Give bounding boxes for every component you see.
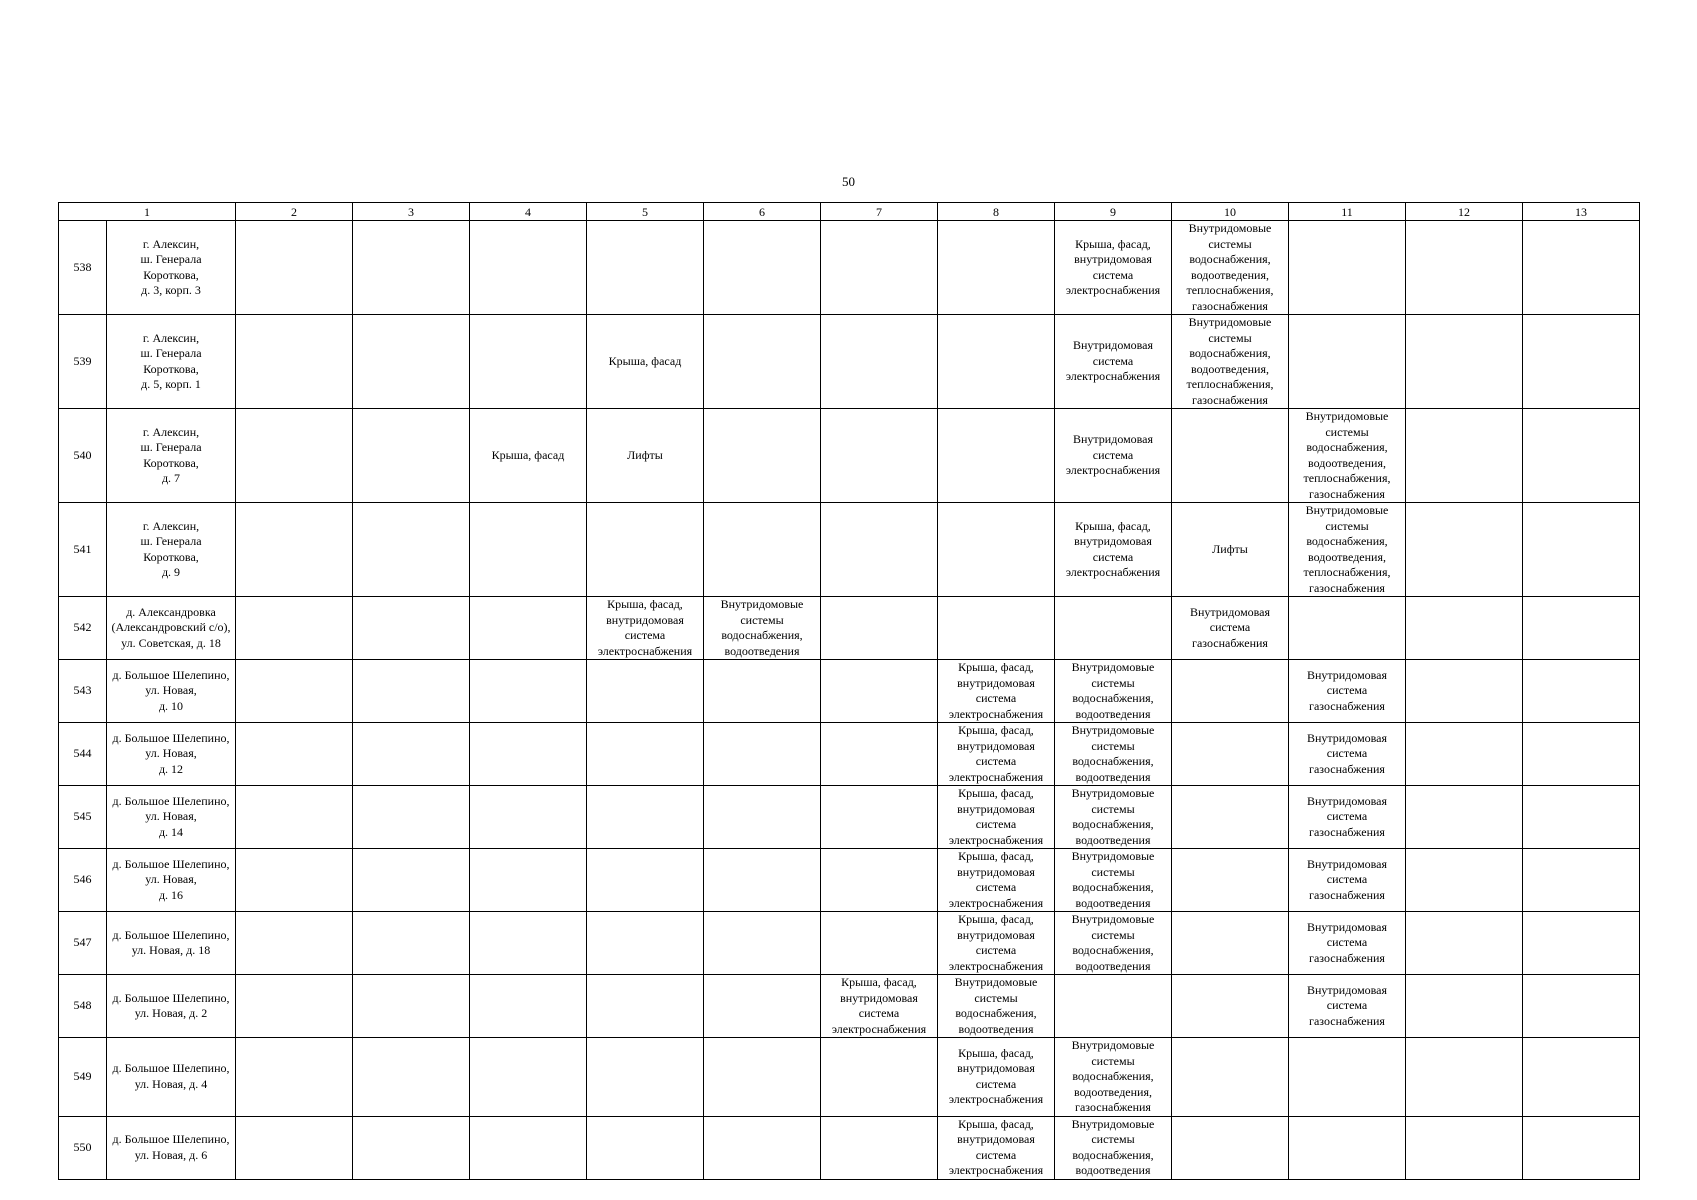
work-cell-col-13 [1523, 597, 1640, 660]
address-cell: г. Алексин, ш. Генерала Короткова, д. 7 [107, 409, 236, 503]
work-cell-col-7 [821, 409, 938, 503]
work-cell-col-2 [236, 1116, 353, 1179]
work-cell-col-4 [470, 1038, 587, 1117]
work-cell-col-11: Внутридомовая система газоснабжения [1289, 912, 1406, 975]
work-cell-col-8 [938, 503, 1055, 597]
address-cell: д. Большое Шелепино, ул. Новая, д. 18 [107, 912, 236, 975]
table-row [59, 597, 1640, 660]
work-cell-col-10 [1172, 912, 1289, 975]
work-cell-col-11: Внутридомовая система газоснабжения [1289, 849, 1406, 912]
table-row [59, 1038, 1640, 1117]
work-cell-col-12 [1406, 786, 1523, 849]
row-number-cell: 547 [59, 912, 107, 975]
work-cell-col-11: Внутридомовая система газоснабжения [1289, 723, 1406, 786]
work-cell-col-13 [1523, 975, 1640, 1038]
work-cell-col-7 [821, 221, 938, 315]
work-cell-col-9: Внутридомовые системы водоснабжения, водоотведения [1055, 786, 1172, 849]
work-cell-col-6 [704, 503, 821, 597]
table-row [59, 315, 1640, 409]
work-cell-col-2 [236, 409, 353, 503]
address-cell: д. Большое Шелепино, ул. Новая, д. 14 [107, 786, 236, 849]
work-cell-col-9: Внутридомовые системы водоснабжения, водоотведения [1055, 660, 1172, 723]
work-cell-col-12 [1406, 597, 1523, 660]
row-number-cell: 543 [59, 660, 107, 723]
row-number-cell: 540 [59, 409, 107, 503]
work-cell-col-6 [704, 1038, 821, 1117]
address-cell: г. Алексин, ш. Генерала Короткова, д. 5, корп. 1 [107, 315, 236, 409]
table-header [59, 203, 1640, 221]
work-cell-col-3 [353, 503, 470, 597]
work-cell-col-6 [704, 315, 821, 409]
work-cell-col-7 [821, 597, 938, 660]
header-cell: 6 [704, 203, 821, 221]
work-cell-col-9: Внутридомовая система электроснабжения [1055, 315, 1172, 409]
work-cell-col-13 [1523, 221, 1640, 315]
work-cell-col-4 [470, 597, 587, 660]
work-cell-col-4 [470, 975, 587, 1038]
address-cell: г. Алексин, ш. Генерала Короткова, д. 3, корп. 3 [107, 221, 236, 315]
work-cell-col-4 [470, 1116, 587, 1179]
work-cell-col-10: Внутридомовые системы водоснабжения, водоотведения, теплоснабжения, газоснабжения [1172, 221, 1289, 315]
row-number-cell: 546 [59, 849, 107, 912]
work-cell-col-3 [353, 1116, 470, 1179]
work-cell-col-5 [587, 1116, 704, 1179]
work-cell-col-13 [1523, 849, 1640, 912]
work-cell-col-9: Внутридомовая система электроснабжения [1055, 409, 1172, 503]
table-row [59, 221, 1640, 315]
work-cell-col-10: Внутридомовые системы водоснабжения, водоотведения, теплоснабжения, газоснабжения [1172, 315, 1289, 409]
work-cell-col-9: Внутридомовые системы водоснабжения, водоотведения [1055, 723, 1172, 786]
work-cell-col-13 [1523, 409, 1640, 503]
table-row [59, 660, 1640, 723]
header-cell: 10 [1172, 203, 1289, 221]
work-cell-col-3 [353, 912, 470, 975]
work-cell-col-6 [704, 660, 821, 723]
header-cell: 9 [1055, 203, 1172, 221]
row-number-cell: 539 [59, 315, 107, 409]
work-cell-col-3 [353, 597, 470, 660]
row-number-cell: 538 [59, 221, 107, 315]
work-cell-col-10 [1172, 849, 1289, 912]
work-cell-col-11 [1289, 597, 1406, 660]
work-cell-col-8: Крыша, фасад, внутридомовая система электроснабжения [938, 912, 1055, 975]
work-cell-col-9: Внутридомовые системы водоснабжения, водоотведения [1055, 912, 1172, 975]
header-cell: 12 [1406, 203, 1523, 221]
work-cell-col-5 [587, 849, 704, 912]
work-cell-col-10: Внутридомовая система газоснабжения [1172, 597, 1289, 660]
work-cell-col-11 [1289, 1038, 1406, 1117]
work-cell-col-2 [236, 660, 353, 723]
address-cell: д. Большое Шелепино, ул. Новая, д. 4 [107, 1038, 236, 1117]
repair-schedule-table [58, 202, 1640, 1180]
work-cell-col-7 [821, 1038, 938, 1117]
work-cell-col-4 [470, 723, 587, 786]
header-cell: 5 [587, 203, 704, 221]
work-cell-col-2 [236, 221, 353, 315]
work-cell-col-11: Внутридомовые системы водоснабжения, водоотведения, теплоснабжения, газоснабжения [1289, 503, 1406, 597]
work-cell-col-9: Крыша, фасад, внутридомовая система электроснабжения [1055, 503, 1172, 597]
work-cell-col-3 [353, 975, 470, 1038]
table-row [59, 786, 1640, 849]
work-cell-col-9: Внутридомовые системы водоснабжения, водоотведения [1055, 1116, 1172, 1179]
header-cell: 2 [236, 203, 353, 221]
work-cell-col-5: Лифты [587, 409, 704, 503]
work-cell-col-6 [704, 409, 821, 503]
work-cell-col-13 [1523, 1038, 1640, 1117]
header-row [59, 203, 1640, 221]
work-cell-col-10 [1172, 1116, 1289, 1179]
work-cell-col-5 [587, 503, 704, 597]
work-cell-col-12 [1406, 849, 1523, 912]
address-cell: д. Большое Шелепино, ул. Новая, д. 16 [107, 849, 236, 912]
table-row [59, 723, 1640, 786]
address-cell: д. Большое Шелепино, ул. Новая, д. 6 [107, 1116, 236, 1179]
work-cell-col-8 [938, 597, 1055, 660]
work-cell-col-7 [821, 723, 938, 786]
header-cell: 4 [470, 203, 587, 221]
work-cell-col-10 [1172, 786, 1289, 849]
work-cell-col-13 [1523, 723, 1640, 786]
work-cell-col-11 [1289, 221, 1406, 315]
work-cell-col-11: Внутридомовая система газоснабжения [1289, 660, 1406, 723]
work-cell-col-12 [1406, 1116, 1523, 1179]
work-cell-col-5: Крыша, фасад [587, 315, 704, 409]
work-cell-col-3 [353, 221, 470, 315]
work-cell-col-12 [1406, 503, 1523, 597]
work-cell-col-9: Внутридомовые системы водоснабжения, водоотведения, газоснабжения [1055, 1038, 1172, 1117]
address-cell: д. Большое Шелепино, ул. Новая, д. 10 [107, 660, 236, 723]
work-cell-col-8 [938, 315, 1055, 409]
address-cell: д. Большое Шелепино, ул. Новая, д. 2 [107, 975, 236, 1038]
work-cell-col-7 [821, 849, 938, 912]
work-cell-col-12 [1406, 912, 1523, 975]
work-cell-col-9 [1055, 597, 1172, 660]
work-cell-col-7: Крыша, фасад, внутридомовая система электроснабжения [821, 975, 938, 1038]
work-cell-col-5 [587, 660, 704, 723]
work-cell-col-3 [353, 786, 470, 849]
work-cell-col-7 [821, 660, 938, 723]
work-cell-col-12 [1406, 315, 1523, 409]
work-cell-col-7 [821, 503, 938, 597]
table-row [59, 1116, 1640, 1179]
work-cell-col-8 [938, 409, 1055, 503]
table-row [59, 409, 1640, 503]
work-cell-col-9: Внутридомовые системы водоснабжения, водоотведения [1055, 849, 1172, 912]
work-cell-col-13 [1523, 660, 1640, 723]
address-cell: д. Большое Шелепино, ул. Новая, д. 12 [107, 723, 236, 786]
work-cell-col-6 [704, 221, 821, 315]
table-row [59, 975, 1640, 1038]
work-cell-col-8: Крыша, фасад, внутридомовая система электроснабжения [938, 786, 1055, 849]
work-cell-col-10 [1172, 1038, 1289, 1117]
work-cell-col-2 [236, 912, 353, 975]
work-cell-col-3 [353, 409, 470, 503]
work-cell-col-2 [236, 597, 353, 660]
work-cell-col-10 [1172, 409, 1289, 503]
header-cell: 7 [821, 203, 938, 221]
work-cell-col-3 [353, 723, 470, 786]
work-cell-col-2 [236, 723, 353, 786]
table-row [59, 503, 1640, 597]
work-cell-col-5: Крыша, фасад, внутридомовая система электроснабжения [587, 597, 704, 660]
row-number-cell: 549 [59, 1038, 107, 1117]
work-cell-col-2 [236, 503, 353, 597]
work-cell-col-2 [236, 975, 353, 1038]
work-cell-col-9: Крыша, фасад, внутридомовая система электроснабжения [1055, 221, 1172, 315]
work-cell-col-5 [587, 912, 704, 975]
work-cell-col-7 [821, 786, 938, 849]
work-cell-col-10 [1172, 660, 1289, 723]
work-cell-col-6 [704, 1116, 821, 1179]
work-cell-col-4 [470, 849, 587, 912]
work-cell-col-12 [1406, 723, 1523, 786]
work-cell-col-12 [1406, 221, 1523, 315]
work-cell-col-5 [587, 975, 704, 1038]
work-cell-col-13 [1523, 912, 1640, 975]
work-cell-col-5 [587, 723, 704, 786]
work-cell-col-6 [704, 786, 821, 849]
work-cell-col-11 [1289, 1116, 1406, 1179]
work-cell-col-8: Внутридомовые системы водоснабжения, водоотведения [938, 975, 1055, 1038]
work-cell-col-3 [353, 315, 470, 409]
work-cell-col-8: Крыша, фасад, внутридомовая система электроснабжения [938, 723, 1055, 786]
row-number-cell: 542 [59, 597, 107, 660]
table-row [59, 912, 1640, 975]
work-cell-col-8: Крыша, фасад, внутридомовая система электроснабжения [938, 1116, 1055, 1179]
work-cell-col-6 [704, 975, 821, 1038]
row-number-cell: 541 [59, 503, 107, 597]
work-cell-col-12 [1406, 409, 1523, 503]
work-cell-col-13 [1523, 786, 1640, 849]
work-cell-col-8 [938, 221, 1055, 315]
row-number-cell: 550 [59, 1116, 107, 1179]
header-cell: 8 [938, 203, 1055, 221]
header-cell: 11 [1289, 203, 1406, 221]
work-cell-col-3 [353, 1038, 470, 1117]
work-cell-col-11: Внутридомовые системы водоснабжения, водоотведения, теплоснабжения, газоснабжения [1289, 409, 1406, 503]
work-cell-col-12 [1406, 660, 1523, 723]
header-cell: 1 [59, 203, 236, 221]
header-cell: 3 [353, 203, 470, 221]
table-row [59, 849, 1640, 912]
work-cell-col-4 [470, 503, 587, 597]
work-cell-col-6 [704, 723, 821, 786]
work-cell-col-6: Внутридомовые системы водоснабжения, водоотведения [704, 597, 821, 660]
work-cell-col-4 [470, 221, 587, 315]
address-cell: г. Алексин, ш. Генерала Короткова, д. 9 [107, 503, 236, 597]
work-cell-col-10 [1172, 723, 1289, 786]
work-cell-col-3 [353, 660, 470, 723]
work-cell-col-5 [587, 221, 704, 315]
work-cell-col-2 [236, 1038, 353, 1117]
row-number-cell: 548 [59, 975, 107, 1038]
work-cell-col-5 [587, 786, 704, 849]
work-cell-col-5 [587, 1038, 704, 1117]
work-cell-col-11 [1289, 315, 1406, 409]
work-cell-col-8: Крыша, фасад, внутридомовая система электроснабжения [938, 1038, 1055, 1117]
header-cell: 13 [1523, 203, 1640, 221]
work-cell-col-7 [821, 912, 938, 975]
work-cell-col-6 [704, 849, 821, 912]
work-cell-col-10: Лифты [1172, 503, 1289, 597]
work-cell-col-4 [470, 786, 587, 849]
work-cell-col-4 [470, 912, 587, 975]
work-cell-col-7 [821, 1116, 938, 1179]
work-cell-col-11: Внутридомовая система газоснабжения [1289, 975, 1406, 1038]
row-number-cell: 545 [59, 786, 107, 849]
work-cell-col-7 [821, 315, 938, 409]
work-cell-col-12 [1406, 1038, 1523, 1117]
work-cell-col-10 [1172, 975, 1289, 1038]
work-cell-col-13 [1523, 315, 1640, 409]
work-cell-col-4 [470, 660, 587, 723]
work-cell-col-2 [236, 786, 353, 849]
work-cell-col-12 [1406, 975, 1523, 1038]
page-number: 50 [842, 174, 855, 189]
work-cell-col-11: Внутридомовая система газоснабжения [1289, 786, 1406, 849]
address-cell: д. Александровка (Александровский с/о), ул. Советская, д. 18 [107, 597, 236, 660]
table-body [59, 221, 1640, 1180]
work-cell-col-8: Крыша, фасад, внутридомовая система электроснабжения [938, 849, 1055, 912]
work-cell-col-13 [1523, 503, 1640, 597]
work-cell-col-2 [236, 315, 353, 409]
work-cell-col-9 [1055, 975, 1172, 1038]
work-cell-col-2 [236, 849, 353, 912]
work-cell-col-4: Крыша, фасад [470, 409, 587, 503]
work-cell-col-4 [470, 315, 587, 409]
work-cell-col-8: Крыша, фасад, внутридомовая система электроснабжения [938, 660, 1055, 723]
work-cell-col-3 [353, 849, 470, 912]
work-cell-col-6 [704, 912, 821, 975]
work-cell-col-13 [1523, 1116, 1640, 1179]
row-number-cell: 544 [59, 723, 107, 786]
